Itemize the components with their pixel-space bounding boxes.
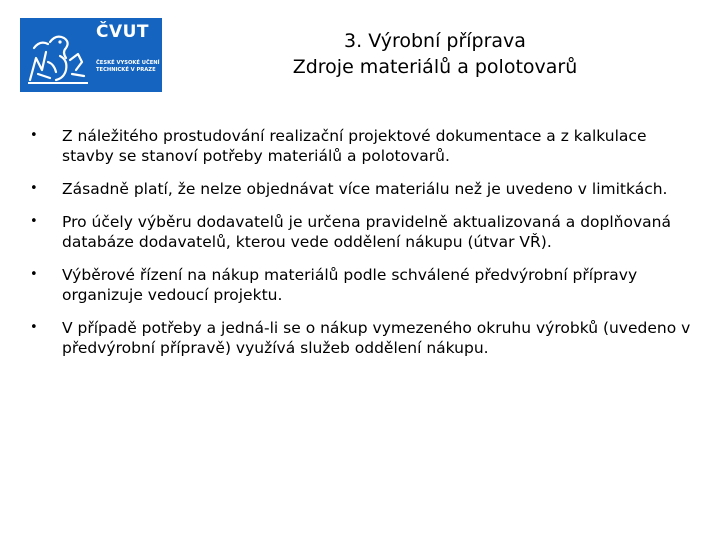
bullet-text: Z náležitého prostudování realizační projektové dokumentace a z kalkulace stavby se stanoví potřeby materiálů a polotovarů.	[62, 127, 647, 165]
bullet-item	[30, 179, 698, 199]
bullet-dot-icon: •	[30, 181, 38, 196]
bullet-dot-icon: •	[30, 128, 38, 143]
bullet-item	[30, 265, 698, 305]
bullet-text: V případě potřeby a jedná-li se o nákup vymezeného okruhu výrobků (uvedeno v předvýrobní přípravě) využívá služeb oddělení nákupu.	[62, 319, 691, 357]
cvut-logo	[20, 18, 162, 92]
logo-subtitle: ČESKÉ VYSOKÉ UČENÍ TECHNICKÉ V PRAZE	[96, 60, 160, 73]
bullet-item	[30, 318, 698, 358]
title-line-2: Zdroje materiálů a polotovarů	[292, 56, 578, 78]
bullet-item	[30, 126, 698, 166]
page-title	[170, 28, 700, 80]
bullet-text: Zásadně platí, že nelze objednávat více materiálu než je uvedeno v limitkách.	[62, 180, 668, 198]
bullet-list	[30, 126, 698, 371]
title-line-1: 3. Výrobní příprava	[344, 30, 526, 52]
bullet-dot-icon: •	[30, 267, 38, 282]
bullet-dot-icon: •	[30, 320, 38, 335]
bullet-dot-icon: •	[30, 214, 38, 229]
bullet-text: Pro účely výběru dodavatelů je určena pravidelně aktualizovaná a doplňovaná databáze dodavatelů, kterou vede oddělení nákupu (útvar VŘ).	[62, 213, 671, 251]
lion-emblem-icon	[26, 30, 90, 86]
bullet-text: Výběrové řízení na nákup materiálů podle schválené předvýrobní přípravy organizuje vedoucí projektu.	[62, 266, 638, 304]
bullet-item	[30, 212, 698, 252]
logo-title: ČVUT	[96, 22, 150, 42]
